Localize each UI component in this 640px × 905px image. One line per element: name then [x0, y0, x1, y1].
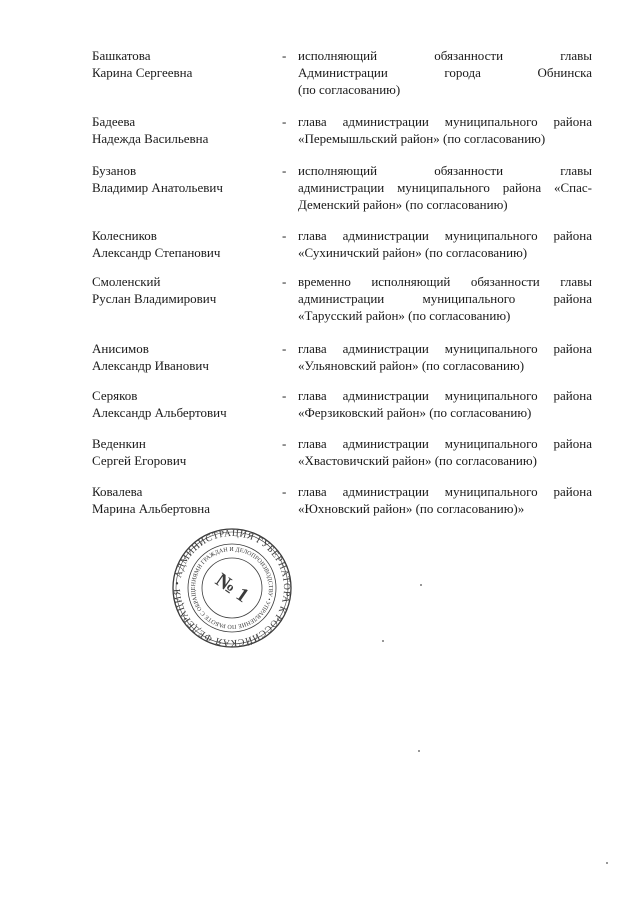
scan-speck — [606, 862, 608, 864]
position-line: исполняющий обязанности главы — [298, 163, 592, 178]
position-line: администрации муниципального района — [298, 291, 592, 306]
given-names: Владимир Анатольевич — [92, 180, 223, 195]
given-names: Марина Альбертовна — [92, 501, 210, 516]
position-line: (по согласованию) — [298, 82, 401, 97]
position-line: «Ферзиковский район» (по согласованию) — [298, 405, 532, 420]
surname: Анисимов — [92, 341, 149, 356]
dash: - — [282, 114, 287, 129]
given-names: Руслан Владимирович — [92, 291, 217, 306]
position-description — [298, 162, 592, 213]
position-line: «Сухиничский район» (по согласованию) — [298, 245, 528, 260]
position-line: «Хвастовичский район» (по согласованию) — [298, 453, 537, 468]
position-line: «Перемышльский район» (по согласованию) — [298, 131, 546, 146]
surname: Смоленский — [92, 274, 161, 289]
given-names: Сергей Егорович — [92, 453, 187, 468]
person-name — [92, 435, 272, 469]
given-names: Надежда Васильевна — [92, 131, 209, 146]
scan-speck — [418, 750, 420, 752]
position-description — [298, 113, 592, 147]
position-description — [298, 387, 592, 421]
position-line: администрации муниципального района «Спас- — [298, 180, 592, 195]
person-name — [92, 113, 272, 147]
scan-speck — [382, 640, 384, 642]
position-line: глава администрации муниципального района — [298, 228, 592, 243]
surname: Серяков — [92, 388, 138, 403]
position-line: «Ульяновский район» (по согласованию) — [298, 358, 525, 373]
dash: - — [282, 228, 287, 243]
given-names: Александр Альбертович — [92, 405, 227, 420]
position-description — [298, 227, 592, 261]
person-name — [92, 387, 272, 421]
position-line: Администрации города Обнинска — [298, 65, 592, 80]
position-line: Деменский район» (по согласованию) — [298, 197, 508, 212]
given-names: Александр Иванович — [92, 358, 209, 373]
stamp-number: № 1 — [211, 568, 253, 608]
stamp-outer-text: РОССИЙСКАЯ ФЕДЕРАЦИЯ • АДМИНИСТРАЦИЯ ГУБЕРНАТОРА КАЛУЖСКОЙ — [172, 528, 292, 648]
position-line: глава администрации муниципального района — [298, 341, 592, 356]
given-names: Карина Сергеевна — [92, 65, 193, 80]
surname: Бузанов — [92, 163, 137, 178]
stamp-inner-text: УПРАВЛЕНИЕ ПО РАБОТЕ С ОБРАЩЕНИЯМИ ГРАЖДАН И ДЕЛОПРОИЗВОДСТВУ • — [190, 546, 274, 630]
person-name — [92, 273, 272, 307]
position-line: «Юхновский район» (по согласованию)» — [298, 501, 525, 516]
surname: Башкатова — [92, 48, 151, 63]
position-line: глава администрации муниципального района — [298, 388, 592, 403]
dash: - — [282, 274, 287, 289]
position-line: глава администрации муниципального района — [298, 484, 592, 499]
position-description — [298, 435, 592, 469]
person-name — [92, 483, 272, 517]
position-line: исполняющий обязанности главы — [298, 48, 592, 63]
position-description — [298, 273, 592, 324]
surname: Колесников — [92, 228, 157, 243]
person-name — [92, 340, 272, 374]
dash: - — [282, 484, 287, 499]
position-description — [298, 340, 592, 374]
official-stamp — [172, 528, 292, 648]
dash: - — [282, 163, 287, 178]
position-line: глава администрации муниципального района — [298, 114, 592, 129]
dash: - — [282, 48, 287, 63]
given-names: Александр Степанович — [92, 245, 221, 260]
dash: - — [282, 388, 287, 403]
position-line: глава администрации муниципального района — [298, 436, 592, 451]
dash: - — [282, 436, 287, 451]
surname: Ковалева — [92, 484, 143, 499]
surname: Веденкин — [92, 436, 146, 451]
scan-speck — [420, 584, 422, 586]
position-line: «Тарусский район» (по согласованию) — [298, 308, 511, 323]
person-name — [92, 227, 272, 261]
dash: - — [282, 341, 287, 356]
position-description — [298, 47, 592, 98]
surname: Бадеева — [92, 114, 136, 129]
position-description — [298, 483, 592, 517]
position-line: временно исполняющий обязанности главы — [298, 274, 592, 289]
person-name — [92, 47, 272, 81]
person-name — [92, 162, 272, 196]
